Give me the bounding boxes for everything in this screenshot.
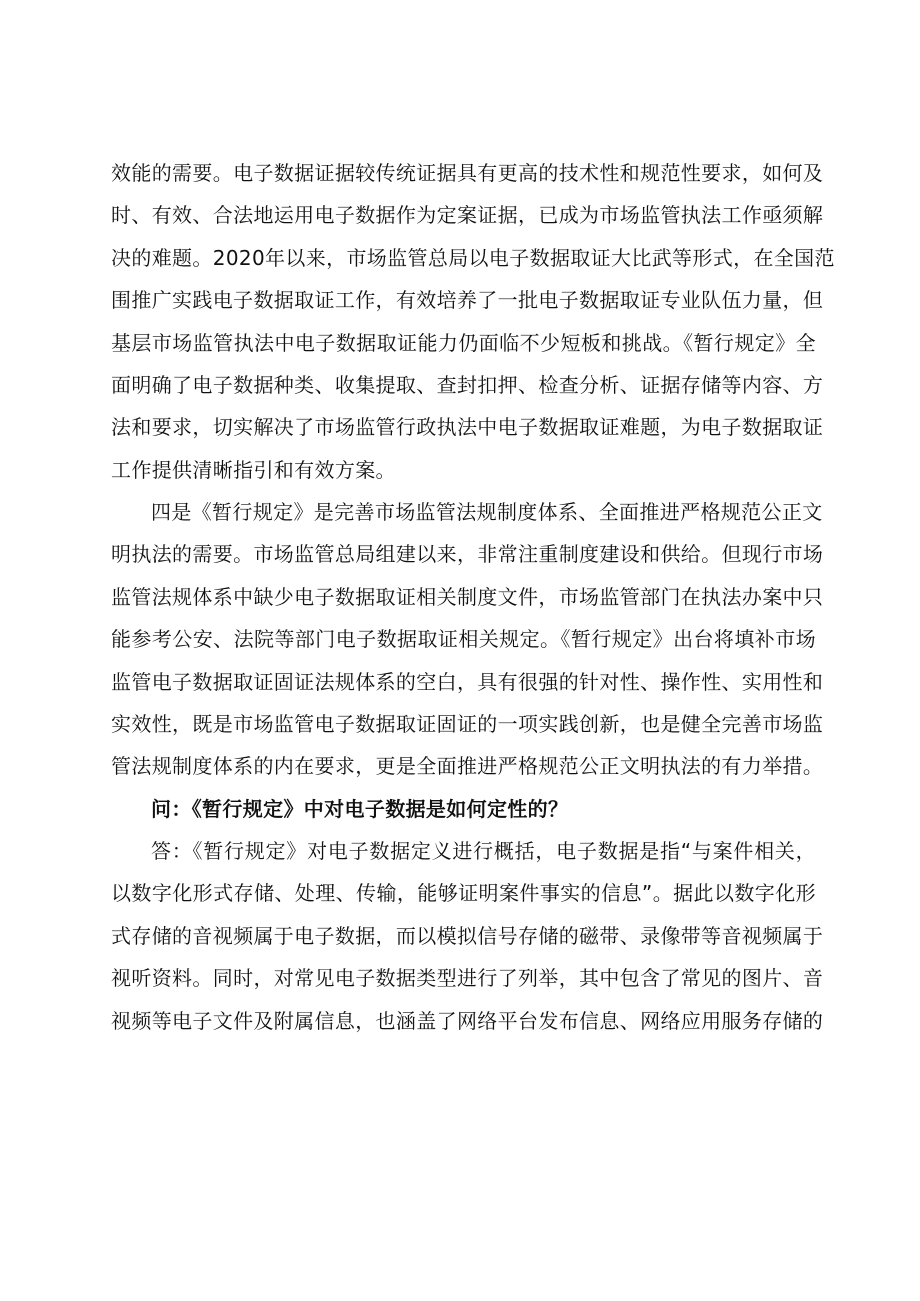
text-line: 式存储的音视频属于电子数据，而以模拟信号存储的磁带、录像带等音视频属于 [111, 923, 824, 948]
text-line: 时、有效、合法地运用电子数据作为定案证据，已成为市场监管执法工作亟须解 [111, 203, 824, 228]
text-line: 基层市场监管执法中电子数据取证能力仍面临不少短板和挑战。《暂行规定》全 [111, 330, 816, 355]
text-line: 视频等电子文件及附属信息，也涵盖了网络平台发布信息、网络应用服务存储的 [111, 1008, 824, 1033]
answer-paragraph [111, 830, 824, 1042]
question-heading [111, 788, 816, 830]
paragraph-continuation [111, 152, 835, 491]
text-line: 决的难题。2020年以来，市场监管总局以电子数据取证大比武等形式，在全国范 [111, 245, 835, 270]
question-text: 问：《暂行规定》中对电子数据是如何定性的？ [151, 797, 569, 821]
text-line: 面明确了电子数据种类、收集提取、查封扣押、检查分析、证据存储等内容、方 [111, 372, 824, 397]
text-line: 明执法的需要。市场监管总局组建以来，非常注重制度建设和供给。但现行市场 [111, 542, 824, 567]
text-line: 工作提供清晰指引和有效方案。 [111, 457, 396, 482]
text-line: 围推广实践电子数据取证工作，有效培养了一批电子数据取证专业队伍力量，但 [111, 288, 824, 313]
paragraph-point-four [111, 491, 824, 788]
text-line: 管法规制度体系的内在要求，更是全面推进严格规范公正文明执法的有力举措。 [111, 754, 824, 779]
text-line: 以数字化形式存储、处理、传输，能够证明案件事实的信息”。据此以数字化形 [111, 881, 816, 906]
text-line: 能参考公安、法院等部门电子数据取证相关规定。《暂行规定》出台将填补市场 [111, 627, 816, 652]
text-line: 监管法规体系中缺少电子数据取证相关制度文件，市场监管部门在执法办案中只 [111, 584, 824, 609]
text-line: 四是《暂行规定》是完善市场监管法规制度体系、全面推进严格规范公正文 [151, 500, 823, 524]
text-line: 效能的需要。电子数据证据较传统证据具有更高的技术性和规范性要求，如何及 [111, 161, 824, 185]
text-line: 视听资料。同时，对常见电子数据类型进行了列举，其中包含了常见的图片、音 [111, 966, 824, 991]
text-line: 实效性，既是市场监管电子数据取证固证的一项实践创新，也是健全完善市场监 [111, 711, 824, 736]
text-line: 答：《暂行规定》对电子数据定义进行概括，电子数据是指“与案件相关， [151, 839, 816, 863]
text-line: 监管电子数据取证固证法规体系的空白，具有很强的针对性、操作性、实用性和 [111, 669, 824, 694]
text-line: 法和要求，切实解决了市场监管行政执法中电子数据取证难题，为电子数据取证 [111, 415, 824, 440]
